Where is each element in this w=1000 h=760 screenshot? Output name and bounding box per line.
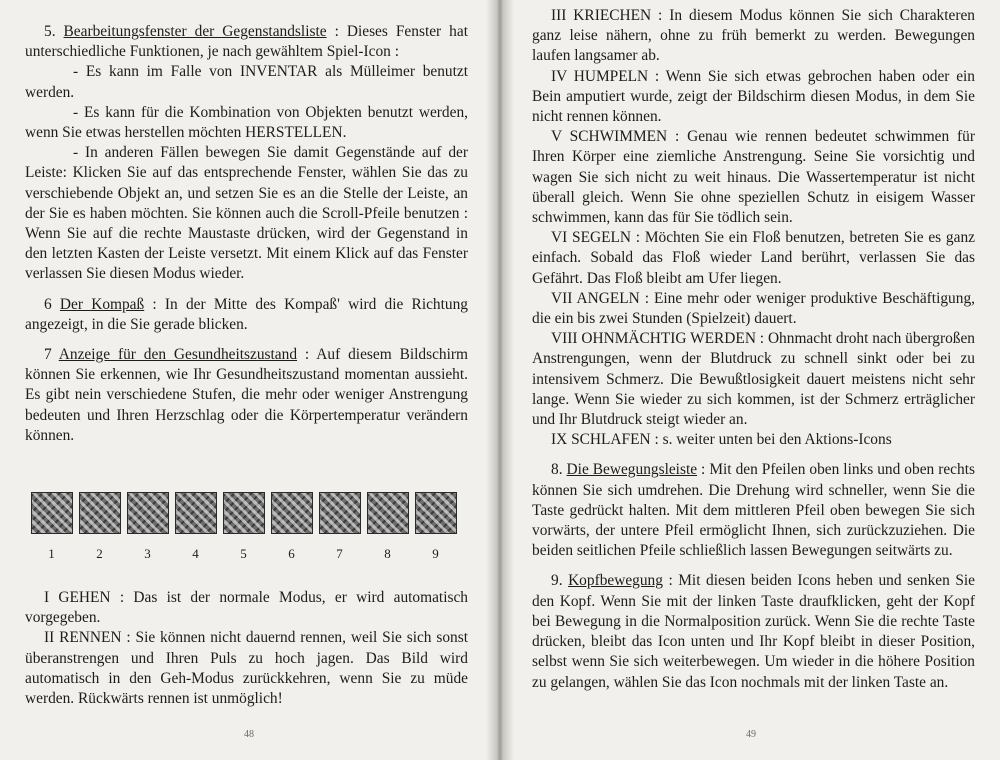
section-8-text: : Mit den Pfeilen oben links und oben rechts können Sie sich umdrehen. Die Drehung wird schneller, wenn Sie die Taste gedrückt halten. Mit dem mittleren Pfeil oben bewegen Sie sich vorwärts, der untere Pfeil ermöglicht Ihnen, sich zurückzuziehen. Die beiden seitlichen Pfeile schließlich lassen Bewegungen seitwärts zu. [532, 461, 975, 560]
section-5-text: : Dieses Fenster hat unterschiedliche Funktionen, je nach gewähltem Spiel-Icon : [25, 23, 468, 61]
icon-number: 8 [384, 546, 391, 562]
page-number-right: 49 [746, 729, 756, 740]
right-page [502, 0, 1000, 760]
health-icon-5 [221, 492, 266, 562]
section-7-paragraph [25, 345, 468, 446]
section-5-title: Bearbeitungsfenster der Gegenstandsliste [63, 23, 327, 40]
section-6-text: : In der Mitte des Kompaß' wird die Richtung angezeigt, in die Sie gerade blicken. [25, 295, 468, 333]
health-icon-4 [173, 492, 218, 562]
mode-ohnmaechtig: VIII OHNMÄCHTIG WERDEN : Ohnmacht droht nach übergroßen Anstrengungen, wenn der Blutdruck zu schnell sinkt oder bei zu intensivem Schmerz. Die Bewußtlosigkeit dauert meistens nicht sehr lange. Wenn Sie wieder zu sich kommen, ist der Schmerz erträglicher und Ihr Blutdruck steigt wieder an. [532, 330, 975, 429]
section-7-title: Anzeige für den Gesundheitszustand [58, 346, 298, 364]
section-6-number: 6 [44, 295, 52, 313]
health-icon-1 [29, 492, 74, 562]
icon-number: 1 [48, 546, 55, 562]
section-7-number: 7 [44, 346, 52, 364]
fainting-stars-icon [367, 492, 409, 534]
left-page [0, 0, 498, 760]
health-icon-7 [317, 492, 362, 562]
sleeping-moon-icon [415, 492, 457, 534]
left-page-modes [25, 588, 468, 709]
health-icon-9 [413, 492, 458, 562]
section-6-title: Der Kompaß [59, 295, 145, 313]
section-7-text: : Auf diesem Bildschirm können Sie erkennen, wie Ihr Gesundheitszustand momentan aussieht. Es gibt nein verschiedene Stufen, die mehr oder weniger Anstrengung bedeuten und Ihren Herzschlag oder die Körpertemperatur verändern können. [25, 346, 469, 444]
section-6-paragraph [25, 295, 468, 335]
mode-schlafen: IX SCHLAFEN : s. weiter unten bei den Aktions-Icons [551, 431, 892, 449]
left-page-text [25, 22, 468, 446]
section-8-paragraph [532, 460, 975, 561]
sailing-raft-icon [271, 492, 313, 534]
icon-number: 7 [336, 546, 343, 562]
section-9-number: 9. [551, 572, 563, 590]
health-status-icons [29, 492, 468, 562]
mode-gehen: I GEHEN : Das ist der normale Modus, er wird automatisch vorgegeben. [25, 589, 468, 627]
running-figure-icon [79, 492, 121, 534]
mode-kriechen: III KRIECHEN : In diesem Modus können Sie sich Charakteren ganz leise nähern, ohne zu früh bemerkt zu werden. Bewegungen laufen langsamer ab. [532, 7, 975, 65]
book-gutter [486, 0, 514, 760]
icon-number: 2 [96, 546, 103, 562]
fishing-rod-icon [319, 492, 361, 534]
mode-humpeln: IV HUMPELN : Wenn Sie sich etwas gebrochen haben oder ein Bein amputiert wurde, zeigt der Bildschirm diesen Modus, in dem Sie nicht rennen können. [532, 67, 975, 126]
section-5-item-b: - Es kann für die Kombination von Objekten benutzt werden, wenn Sie etwas herstellen möchten HERSTELLEN. [25, 103, 468, 142]
health-icon-3 [125, 492, 170, 562]
icon-number: 4 [192, 546, 199, 562]
limping-figure-icon [175, 492, 217, 534]
section-9-title: Kopfbewegung [568, 572, 663, 590]
crawling-figure-icon [127, 492, 169, 534]
section-9-text: : Mit diesen beiden Icons heben und senken Sie den Kopf. Wenn Sie mit der linken Taste draufklicken, geht der Kopf bei Bewegung in die Normalposition zurück. Wenn Sie die rechte Taste drücken, bleibt das Icon unten und Ihr Kopf bleibt in dieser Position, selbst wenn Sie sich weiterbewegen. Um wieder in die höhere Position zu gelangen, wählen Sie das Icon nochmals mit der linken Taste an. [532, 572, 975, 691]
mode-rennen: II RENNEN : Sie können nicht dauernd rennen, weil Sie sich sonst überanstrengen und Ihren Puls zu hoch jagen. Das Bild wird automatisch in den Geh-Modus zurückkehren, wenn Sie zu müde werden. Rückwärts rennen ist unmöglich! [25, 629, 468, 708]
section-5-paragraph [25, 22, 468, 62]
mode-schwimmen: V SCHWIMMEN : Genau wie rennen bedeutet schwimmen für Ihren Körper eine ziemliche Anstrengung. Seine Sie vorsichtig und wagen Sie sich nicht zu weit hinaus. Die Wassertemperatur ist nicht überall gleich. Wenn Sie ohne speziellen Schutz in eisigem Wasser schwimmen, kann das für Sie tödlich sein. [532, 128, 975, 227]
page-number-left: 48 [244, 729, 254, 740]
mode-segeln: VI SEGELN : Möchten Sie ein Floß benutzen, betreten Sie es ganz einfach. Sobald das Floß wieder Land berührt, verlassen Sie das Gefährt. Das Floß bleibt am Ufer liegen. [532, 229, 975, 287]
health-icon-8 [365, 492, 410, 562]
section-8-number: 8. [551, 461, 563, 479]
icon-number: 3 [144, 546, 151, 562]
walking-figure-icon [31, 492, 73, 534]
section-9-paragraph [532, 571, 975, 692]
icon-number: 6 [288, 546, 295, 562]
section-8-title: Die Bewegungsleiste [566, 461, 698, 479]
icon-number: 9 [432, 546, 439, 562]
section-5-item-c: - In anderen Fällen bewegen Sie damit Gegenstände auf der Leiste: Klicken Sie auf das entsprechende Fenster, wählen Sie das zu verschiebende Objekt an, und setzen Sie es an die Stelle der Leiste, an der Sie es haben möchten. Sie können auch die Scroll-Pfeile benutzen : Wenn Sie auf die rechte Maustaste drücken, wird der Gegenstand in den letzten Kasten der Leiste versetzt. Mit einem Klick auf das Fenster verlassen Sie diesen Modus wieder. [25, 144, 468, 283]
swimming-figure-icon [223, 492, 265, 534]
health-icon-2 [77, 492, 122, 562]
section-5-item-a: - Es kann im Falle von INVENTAR als Mülleimer benutzt werden. [25, 63, 468, 101]
health-icon-6 [269, 492, 314, 562]
right-page-text [532, 6, 975, 693]
section-5-number: 5. [44, 23, 56, 40]
mode-angeln: VII ANGELN : Eine mehr oder weniger produktive Beschäftigung, die ein bis zwei Stunden (Spielzeit) dauert. [532, 289, 975, 328]
icon-number: 5 [240, 546, 247, 562]
